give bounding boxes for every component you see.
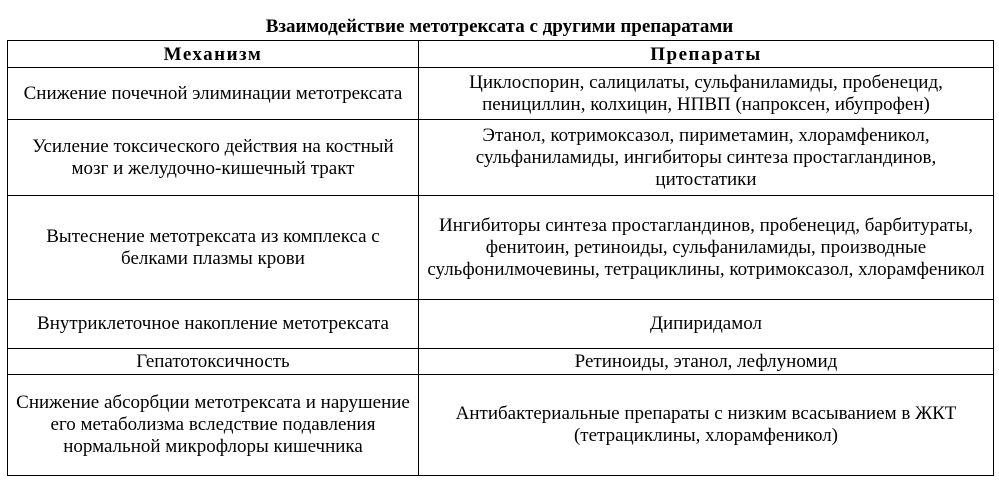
column-header-drugs: Препараты: [419, 41, 994, 68]
table-row: [8, 300, 994, 349]
mechanism-cell: Снижение почечной элиминации метотрексата: [8, 68, 419, 120]
drugs-cell: Циклоспорин, салицилаты, сульфаниламиды, пробенецид, пенициллин, колхицин, НПВП (напроксен, ибупрофен): [419, 68, 994, 120]
mechanism-cell: Внутриклеточное накопление метотрексата: [8, 300, 419, 349]
table-row: [8, 196, 994, 300]
table-header-row: [8, 41, 994, 68]
drugs-cell: Этанол, котримоксазол, пириметамин, хлорамфеникол, сульфаниламиды, ингибиторы синтеза простагландинов, цитостатики: [419, 120, 994, 196]
mechanism-cell: Гепатотоксичность: [8, 349, 419, 375]
drugs-cell: Ретиноиды, этанол, лефлуномид: [419, 349, 994, 375]
drugs-cell: Антибактериальные препараты с низким всасыванием в ЖКТ (тетрациклины, хлорамфеникол): [419, 375, 994, 476]
table-row: [8, 375, 994, 476]
drugs-cell: Ингибиторы синтеза простагландинов, пробенецид, барбитураты, фенитоин, ретиноиды, сульфаниламиды, производные сульфонилмочевины, тетрациклины, котримоксазол, хлорамфеникол: [419, 196, 994, 300]
mechanism-cell: Снижение абсорбции метотрексата и нарушение его метаболизма вследствие подавления нормальной микрофлоры кишечника: [8, 375, 419, 476]
mechanism-cell: Вытеснение метотрексата из комплекса с белками плазмы крови: [8, 196, 419, 300]
column-header-mechanism: Механизм: [8, 41, 419, 68]
interactions-table: [7, 40, 994, 476]
table-row: [8, 68, 994, 120]
table-title: Взаимодействие метотрексата с другими препаратами: [265, 16, 734, 37]
drugs-cell: Дипиридамол: [419, 300, 994, 349]
table-row: [8, 349, 994, 375]
mechanism-cell: Усиление токсического действия на костный мозг и желудочно-кишечный тракт: [8, 120, 419, 196]
table-row: [8, 120, 994, 196]
